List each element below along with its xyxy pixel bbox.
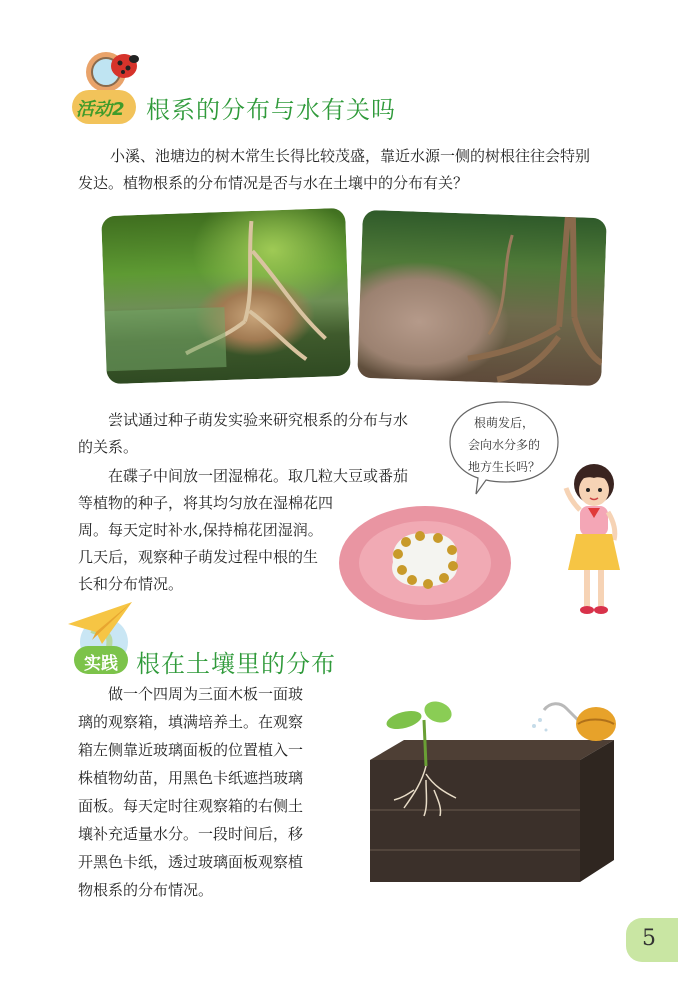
practice-line: 壤补充适量水分。一段时间后，移 <box>78 825 304 843</box>
experiment-line: 尝试通过种子萌发实验来研究根系的分布与水 <box>108 411 409 429</box>
girl-character-illustration <box>558 462 630 618</box>
experiment-line: 的关系。 <box>78 438 139 456</box>
practice-line: 开黑色卡纸，透过玻璃面板观察植 <box>78 853 304 871</box>
activity-title: 根系的分布与水有关吗 <box>146 96 396 124</box>
experiment-line: 长和分布情况。 <box>78 575 184 593</box>
practice-badge-text: 实践 <box>84 654 118 674</box>
tree-roots-illustration <box>101 208 351 384</box>
practice-line: 面板。每天定时往观察箱的右侧土 <box>78 797 304 815</box>
practice-line: 璃的观察箱，填满培养土。在观察 <box>78 713 304 731</box>
speech-line: 根萌发后， <box>473 416 534 430</box>
activity-header <box>70 46 450 126</box>
intro-line: 发达。植物根系的分布情况是否与水在土壤中的分布有关？ <box>78 174 469 192</box>
activity-badge-text: 活动2 <box>76 99 125 120</box>
experiment-line: 周。每天定时补水,保持棉花团湿润。 <box>78 521 323 539</box>
experiment-line: 在碟子中间放一团湿棉花。取几粒大豆或番茄 <box>108 467 409 485</box>
experiment-line: 等植物的种子，将其均匀放在湿棉花四 <box>78 494 334 512</box>
practice-header <box>58 600 388 680</box>
river-tree-roots-photo <box>357 210 607 386</box>
practice-line: 株植物幼苗，用黑色卡纸遮挡玻璃 <box>78 769 304 787</box>
stream-tree-roots-photo <box>101 208 351 384</box>
intro-paragraph <box>78 143 648 197</box>
tree-roots-illustration <box>357 210 607 386</box>
experiment-line: 几天后，观察种子萌发过程中根的生 <box>78 548 319 566</box>
page-number: 5 <box>642 926 656 951</box>
soil-observation-box-illustration <box>364 690 624 886</box>
speech-bubble <box>446 398 562 490</box>
practice-paragraph <box>78 680 348 904</box>
practice-line: 做一个四周为三面木板一面玻 <box>108 685 304 703</box>
speech-line: 会向水分多的 <box>467 438 540 452</box>
intro-line: 小溪、池塘边的树木常生长得比较茂盛，靠近水源一侧的树根往往会特别 <box>110 147 591 165</box>
practice-line: 物根系的分布情况。 <box>78 881 214 899</box>
practice-line: 箱左侧靠近玻璃面板的位置植入一 <box>78 741 304 759</box>
speech-line: 地方生长吗？ <box>467 460 540 474</box>
practice-title: 根在土壤里的分布 <box>136 650 336 678</box>
